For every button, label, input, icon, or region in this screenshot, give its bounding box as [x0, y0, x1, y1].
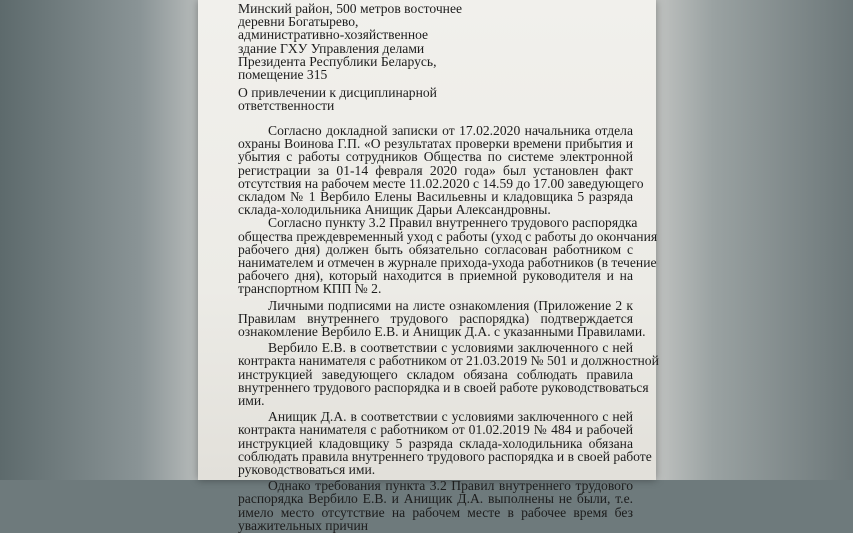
paragraph-3 [238, 297, 646, 340]
address-line: Президента Республики Беларусь, [238, 53, 437, 69]
text-line: инструкцией кладовщику 5 разряда склада-холодильника обязана [238, 435, 633, 451]
text-line: соблюдать правила внутреннего трудового распорядка и в своей работе [238, 448, 652, 464]
text-line: отсутствия на рабочем месте 11.02.2020 с 14.59 до 17.00 заведующего [238, 175, 644, 191]
text-line: Личными подписями на листе ознакомления (Приложение 2 к [268, 297, 633, 313]
text-line: нанимателем и отмечен в журнале прихода-ухода работников (в течение [238, 255, 657, 271]
address-line: административно-хозяйственное [238, 27, 429, 43]
address-line: помещение 315 [238, 67, 328, 83]
paragraph-5 [238, 409, 652, 478]
text-line: внутреннего трудового распорядка и в своей работе руководствоваться [238, 379, 649, 395]
address-line: здание ГХУ Управления делами [238, 40, 425, 56]
paragraph-4 [238, 340, 659, 409]
text-line: рабочего дня) должен быть обязательно согласован работником с [238, 241, 633, 257]
subject-block [238, 86, 437, 112]
paragraph-2 [238, 215, 658, 297]
document-body [238, 123, 659, 533]
text-line: Правилам внутреннего трудового распорядка) подтверждается [238, 310, 633, 326]
text-line: Однако требования пункта 3.2 Правил внутреннего трудового [268, 478, 633, 494]
text-line: транспортном КПП № 2. [238, 281, 382, 297]
text-line: контракта нанимателя с работником от 21.03.2019 № 501 и должностной [238, 353, 659, 369]
text-line: уважительных причин [238, 517, 369, 533]
text-line: Анищик Д.А. в соответствии с условиями заключенного с ней [268, 409, 633, 425]
text-line: распорядка Вербило Е.В. и Анищик Д.А. выполнены не были, т.е. [238, 491, 633, 507]
subject-line: О привлечении к дисциплинарной [238, 85, 437, 100]
text-line: контракта нанимателя с работником от 01.02.2019 № 484 и рабочей [238, 422, 633, 438]
text-line: рабочего дня), который находится в приемной руководителя и на [238, 268, 633, 284]
paragraph-1 [238, 123, 644, 218]
blurred-background-left [0, 0, 200, 480]
text-line: инструкцией заведующего складом обязана соблюдать правила [238, 366, 633, 382]
address-block [238, 2, 462, 81]
text-line: общества преждевременный уход с работы (уход с работы до окончания [238, 228, 658, 244]
text-line: склада-холодильника Анищик Дарьи Александровны. [238, 202, 551, 218]
text-line: ими. [238, 393, 265, 409]
text-line: Согласно пункту 3.2 Правил внутреннего трудового распорядка [268, 215, 638, 231]
text-line: убытия с работы сотрудников Общества по системе электронной [238, 149, 633, 165]
subject-line: ответственности [238, 98, 335, 114]
document-page [198, 0, 659, 533]
blurred-background-right [653, 0, 853, 480]
address-line: Минский район, 500 метров восточнее [238, 1, 463, 16]
address-line: деревни Богатырево, [238, 14, 359, 30]
text-line: охраны Воинова Г.П. «О результатах проверки времени прибытия и [238, 136, 633, 152]
text-line: складом № 1 Вербило Елены Васильевны и кладовщика 5 разряда [238, 189, 633, 205]
text-line: регистрации за 01-14 февраля 2020 года» был установлен факт [238, 162, 633, 178]
text-line: имело место отсутствие на рабочем месте в рабочее время без [238, 504, 633, 520]
text-line: руководствоваться ими. [238, 462, 376, 478]
text-line: Вербило Е.В. в соответствии с условиями заключенного с ней [268, 340, 633, 356]
text-line: Согласно докладной записки от 17.02.2020 начальника отдела [268, 123, 633, 138]
paragraph-6 [238, 479, 633, 532]
text-line: ознакомление Вербило Е.В. и Анищик Д.А. с указанными Правилами. [238, 324, 646, 340]
